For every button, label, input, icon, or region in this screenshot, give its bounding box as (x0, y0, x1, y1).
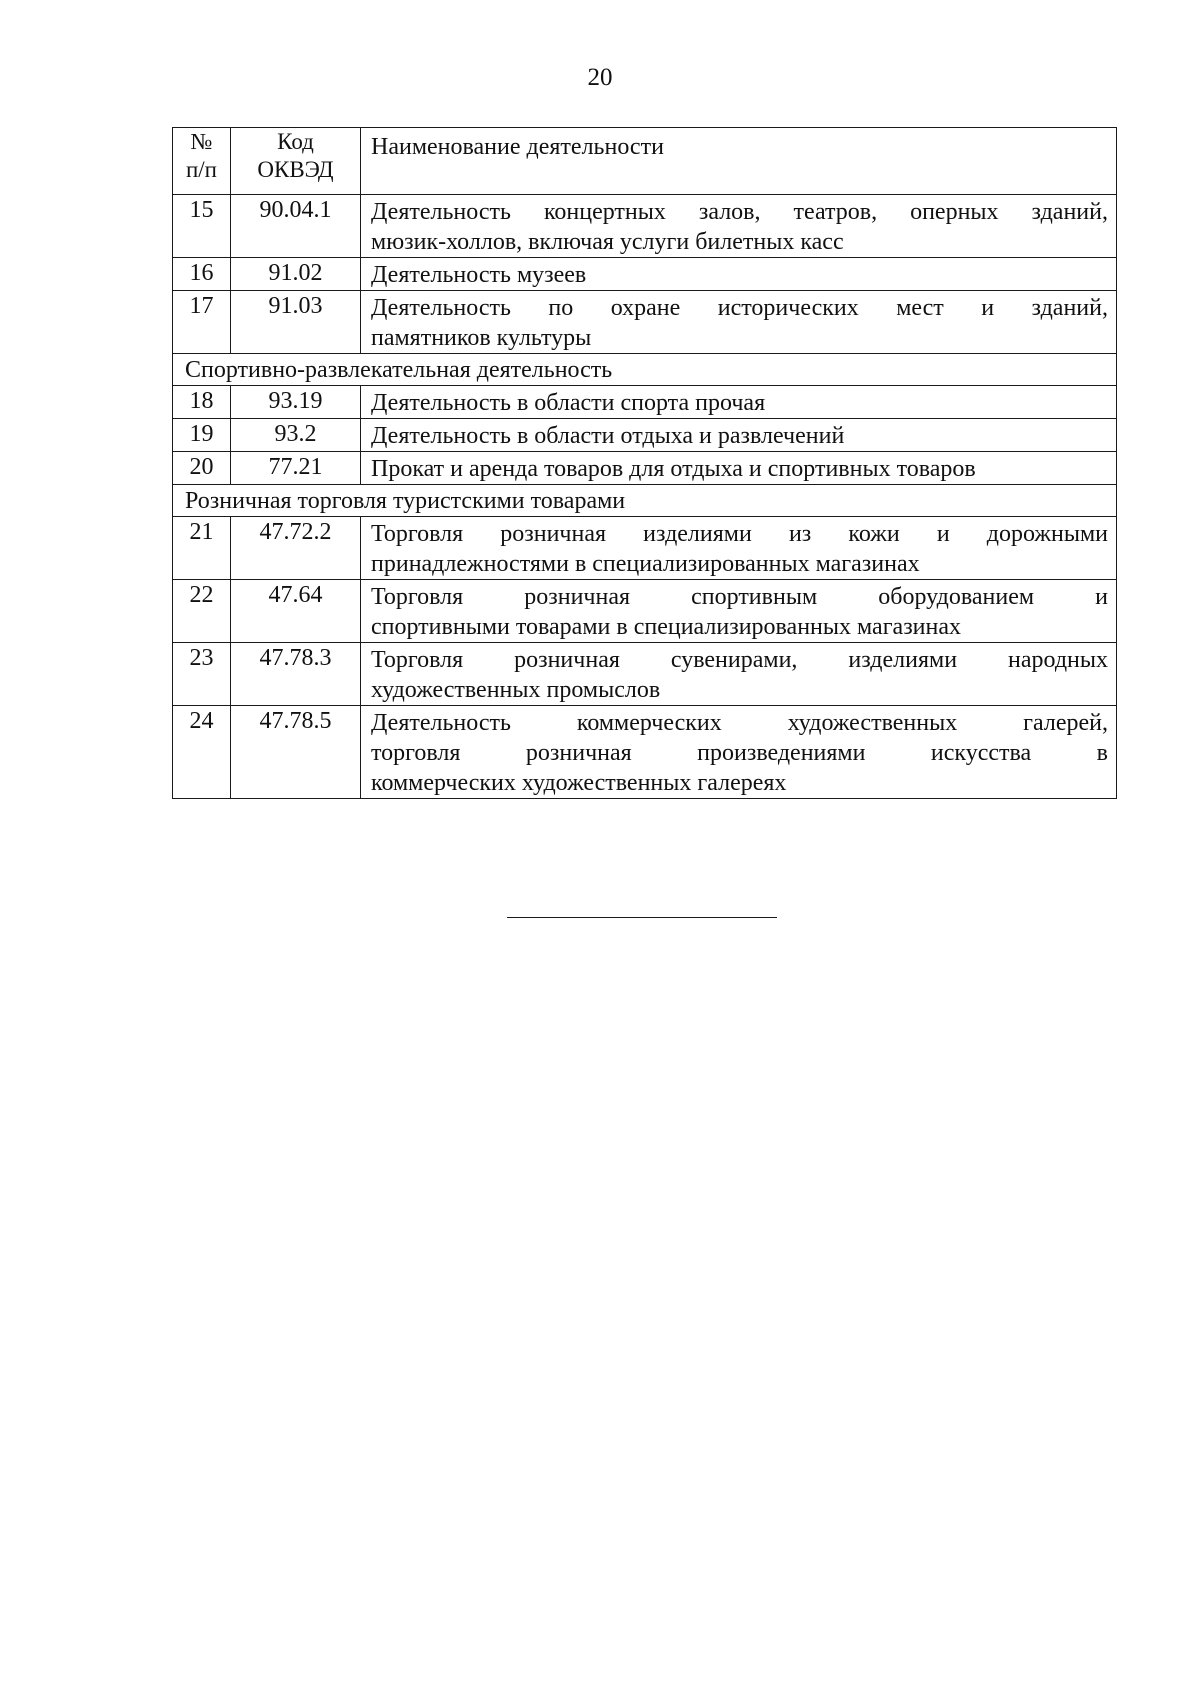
table-row (173, 452, 1117, 485)
table-row (173, 580, 1117, 643)
activity-name-line: Деятельность концертных залов, театров, оперных зданий, (371, 199, 1108, 225)
activity-name-line: Деятельность коммерческих художественных галерей, (371, 710, 1108, 736)
table-row (173, 195, 1117, 258)
activity-name (361, 386, 1117, 419)
activity-name-line: Торговля розничная спортивным оборудованием и (371, 584, 1108, 610)
okved-code: 93.19 (231, 386, 361, 419)
activity-name-line: спортивными товарами в специализированных магазинах (371, 614, 962, 640)
activity-name-line: Деятельность музеев (371, 262, 587, 288)
activity-name-line: Деятельность в области отдыха и развлечений (371, 423, 845, 449)
activity-name (361, 706, 1117, 799)
okved-code: 93.2 (231, 419, 361, 452)
row-number: 22 (173, 580, 231, 643)
activity-name-line: памятников культуры (371, 325, 592, 351)
activity-name-line: Прокат и аренда товаров для отдыха и спортивных товаров (371, 456, 976, 482)
header-code-line: Код (277, 129, 314, 154)
activity-name-line: Деятельность в области спорта прочая (371, 390, 766, 416)
table-row (173, 291, 1117, 354)
activity-name-line: художественных промыслов (371, 677, 661, 703)
row-number: 16 (173, 258, 231, 291)
section-row (173, 485, 1117, 517)
section-title: Спортивно-развлекательная деятельность (173, 354, 1117, 386)
row-number: 21 (173, 517, 231, 580)
activity-name (361, 643, 1117, 706)
okved-code: 90.04.1 (231, 195, 361, 258)
table-row (173, 706, 1117, 799)
okved-code: 47.78.5 (231, 706, 361, 799)
header-num-line: № (190, 129, 213, 154)
header-num-cell (173, 128, 231, 195)
activity-name (361, 580, 1117, 643)
row-number: 24 (173, 706, 231, 799)
okved-code: 91.02 (231, 258, 361, 291)
activity-name (361, 419, 1117, 452)
row-number: 19 (173, 419, 231, 452)
activity-name (361, 291, 1117, 354)
header-name-cell: Наименование деятельности (361, 128, 1117, 195)
activity-name-line: Торговля розничная сувенирами, изделиями народных (371, 647, 1108, 673)
row-number: 23 (173, 643, 231, 706)
activities-table (172, 127, 1117, 799)
activity-name-line: торговля розничная произведениями искусства в (371, 740, 1108, 766)
header-num-line: п/п (185, 157, 217, 182)
activity-name-line: Деятельность по охране исторических мест и зданий, (371, 295, 1108, 321)
activity-name (361, 517, 1117, 580)
activity-name-line: принадлежностями в специализированных магазинах (371, 551, 920, 577)
header-code-cell (231, 128, 361, 195)
row-number: 17 (173, 291, 231, 354)
page-number: 20 (587, 64, 613, 91)
okved-code: 47.72.2 (231, 517, 361, 580)
activity-name-line: коммерческих художественных галереях (371, 770, 787, 796)
table-row (173, 258, 1117, 291)
table-body (173, 128, 1117, 799)
activity-name (361, 258, 1117, 291)
row-number: 18 (173, 386, 231, 419)
activity-name (361, 195, 1117, 258)
header-code-line: ОКВЭД (257, 157, 334, 182)
end-of-document-rule (507, 917, 777, 918)
section-row (173, 354, 1117, 386)
table-header-row (173, 128, 1117, 195)
table-row (173, 517, 1117, 580)
table-row (173, 419, 1117, 452)
okved-code: 47.64 (231, 580, 361, 643)
row-number: 15 (173, 195, 231, 258)
row-number: 20 (173, 452, 231, 485)
okved-code: 47.78.3 (231, 643, 361, 706)
okved-code: 77.21 (231, 452, 361, 485)
activity-name-line: мюзик-холлов, включая услуги билетных касс (371, 229, 844, 255)
activity-name (361, 452, 1117, 485)
okved-code: 91.03 (231, 291, 361, 354)
section-title: Розничная торговля туристскими товарами (173, 485, 1117, 517)
table-row (173, 386, 1117, 419)
table-row (173, 643, 1117, 706)
activity-name-line: Торговля розничная изделиями из кожи и дорожными (371, 521, 1108, 547)
